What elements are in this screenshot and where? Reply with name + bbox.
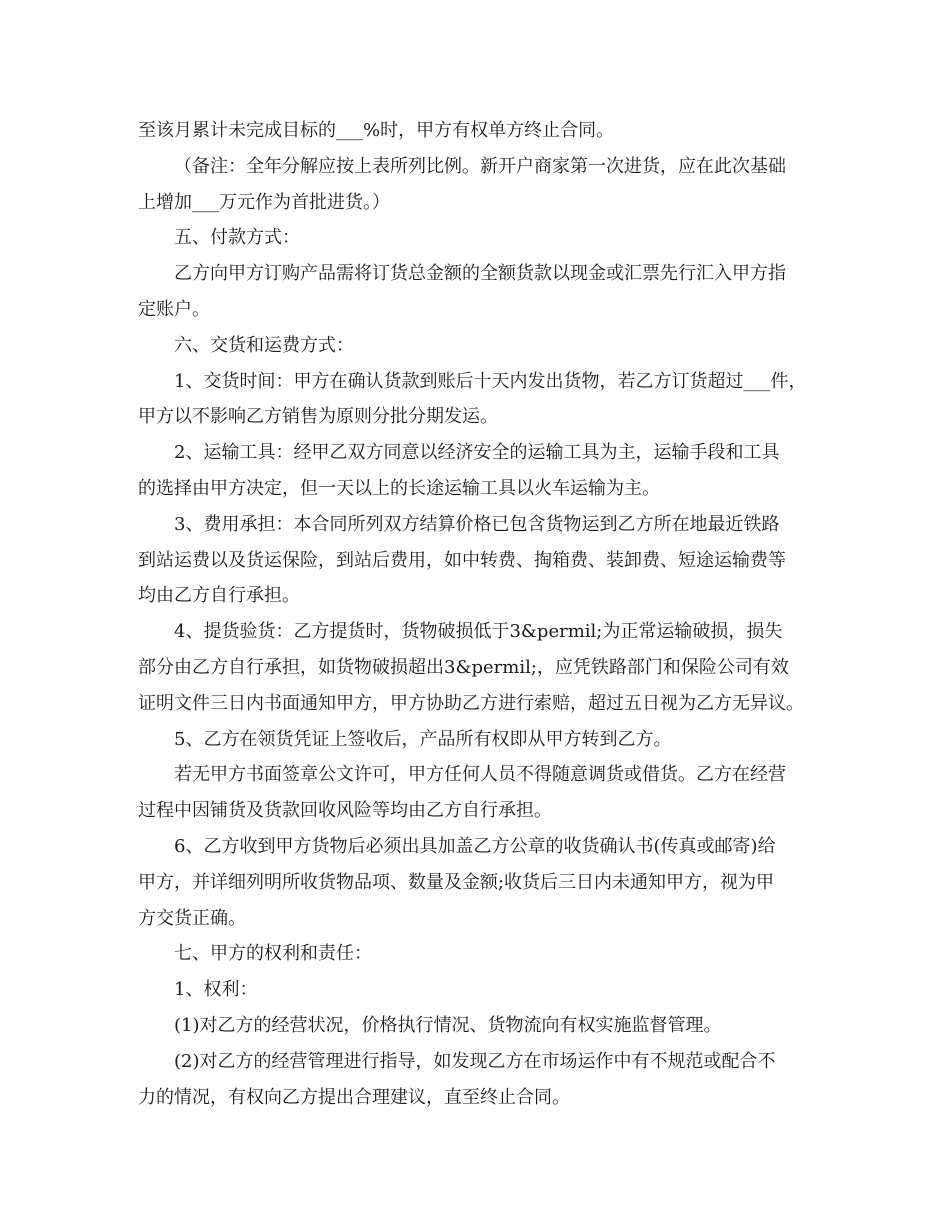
text-line: 1、交货时间：甲方在确认货款到账后十天内发出货物，若乙方订货超过___件， xyxy=(174,370,807,392)
text-line: 乙方向甲方订购产品需将订货总金额的全额货款以现金或汇票先行汇入甲方指 xyxy=(174,263,786,285)
text-line: （备注：全年分解应按上表所列比例。新开户商家第一次进货，应在此次基础 xyxy=(174,155,786,177)
section-heading: 五、付款方式： xyxy=(174,227,300,249)
section-heading: 六、交货和运费方式： xyxy=(174,334,354,356)
text-line: 部分由乙方自行承担，如货物破损超出3&permil;，应凭铁路部门和保险公司有效 xyxy=(138,656,789,678)
text-line: 均由乙方自行承担。 xyxy=(138,585,300,607)
text-line: 上增加___万元作为首批进货。） xyxy=(138,191,390,213)
text-line: 过程中因铺货及货款回收风险等均由乙方自行承担。 xyxy=(138,800,552,822)
text-line: 6、乙方收到甲方货物后必须出具加盖乙方公章的收货确认书(传真或邮寄)给 xyxy=(174,835,776,857)
text-line: 的选择由甲方决定，但一天以上的长途运输工具以火车运输为主。 xyxy=(138,477,660,499)
text-line: 2、运输工具：经甲乙双方同意以经济安全的运输工具为主，运输手段和工具 xyxy=(174,442,780,464)
text-line: 3、费用承担：本合同所列双方结算价格已包含货物运到乙方所在地最近铁路 xyxy=(174,513,780,535)
text-line: 4、提货验货：乙方提货时，货物破损低于3&permil;为正常运输破损，损失 xyxy=(174,621,783,643)
document-page xyxy=(138,113,828,1115)
text-line: 至该月累计未完成目标的___%时，甲方有权单方终止合同。 xyxy=(138,120,615,141)
text-line: 到站运费以及货运保险，到站后费用，如中转费、掏箱费、装卸费、短途运输费等 xyxy=(138,549,786,571)
text-line: 证明文件三日内书面通知甲方，甲方协助乙方进行索赔，超过五日视为乙方无异议。 xyxy=(138,692,804,714)
text-line: (2)对乙方的经营管理进行指导，如发现乙方在市场运作中有不规范或配合不 xyxy=(174,1050,776,1072)
section-heading: 七、甲方的权利和责任： xyxy=(174,943,372,965)
subsection-heading: 1、权利： xyxy=(174,979,258,1001)
text-line: (1)对乙方的经营状况，价格执行情况、货物流向有权实施监督管理。 xyxy=(174,1014,722,1036)
text-line: 力的情况，有权向乙方提出合理建议，直至终止合同。 xyxy=(138,1086,570,1108)
text-line: 5、乙方在领货凭证上签收后，产品所有权即从甲方转到乙方。 xyxy=(174,728,672,750)
text-line: 方交货正确。 xyxy=(138,907,246,929)
text-line: 定账户。 xyxy=(138,298,210,320)
text-line: 甲方，并详细列明所收货物品项、数量及金额;收货后三日内未通知甲方，视为甲 xyxy=(138,871,775,893)
text-line: 若无甲方书面签章公文许可，甲方任何人员不得随意调货或借货。乙方在经营 xyxy=(174,764,786,786)
text-line: 甲方以不影响乙方销售为原则分批分期发运。 xyxy=(138,406,498,428)
